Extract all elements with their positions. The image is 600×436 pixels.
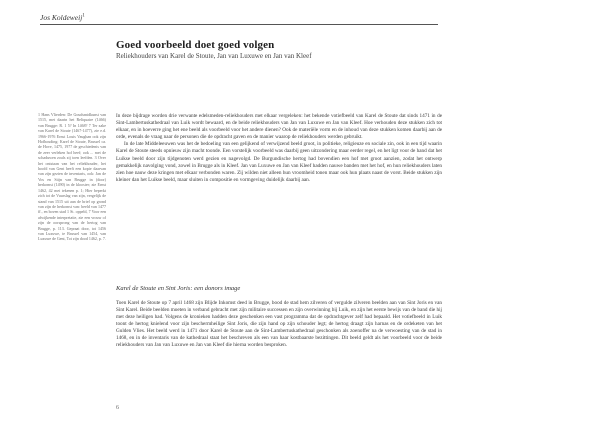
marginal-notes <box>38 112 106 242</box>
body-paragraph: In de late Middeleeuwen was het de bedoeling van een gelijkend of verwijzend beeld groot, in politieke, religieuze en sociale zin, ook in een tijd waarin Karel de Stoute steeds opnieuw zijn macht toonde. Een vorstelijk voorbeeld was daarbij geen uitzondering maar eerder regel, en het ligt voor de hand dat het Luikse beeld door zijn tijdgenoten werd gezien en nagevolgd. De Burgundische hertog had bovendien een hof met groot aanzien, zodat het ontwerp gemakkelijk navolging vond, zowel in Brugge als in Kleef. Jan van Luxuwe en Jan van Kleef hadden nauwe banden met het hof, en hun reliekhouders laten zien hoe nauw deze kringen met elkaar verbonden waren. Zij wilden niet alleen hun vroomheid tonen maar ook hun plaats naast de vorst. Beide stukken zijn kleiner dan het Luikse beeld, maar sluiten in compositie en vormgeving duidelijk daarbij aan. <box>116 141 442 183</box>
author-name: Jos Koldeweij <box>40 13 83 22</box>
running-header-author <box>40 13 85 22</box>
body-paragraph: Toen Karel de Stoute op 7 april 1468 zijn Blijde Inkomst deed in Brugge, bood de stad hem zilveren of vergulde zilveren beelden aan van Sint Joris en van Sint Karel. Beide beelden moeten in verband gebracht met zijn militaire successen en zijn overwinning bij Luik, en zijn het eerste bewijs van de band die hij met deze heiligen had. Volgens de kronieken hadden deze geschenken een vast programma dat de opdrachtgever zelf had bepaald. Het votiefbeeld in Luik toont de hertog knielend voor zijn beschermheilige Sint Joris, die zijn hand op zijn schouder legt; de hertog draagt zijn harnas en de ordeketen van het Gulden Vlies. Het beeld werd in 1471 door Karel de Stoute aan de Sint-Lambertuskathedraal geschonken als zoenoffer na de verwoesting van de stad in 1468, en in de inventaris van de kathedraal staat het beschreven als een van haar kostbaarste bezittingen. Dit beeld geldt als het voorbeeld voor de beide reliekhouders van Jan van Luxuwe en Jan van Kleef die hierna worden besproken. <box>116 300 442 349</box>
marginal-note-text: 1 Hans Vlierden: De Goudsmidkunst van 1515, met daarin het Reliquaire (1466) van Brugge: R. 1 5? In 1468? 7 Ter zake van Karel de Stoute (1467-1477), zie e.d. 1966-1976 Ernst Louis Vaughan ook zijn Hofhouding: Karel de Stoute, Brussel ca. de Hove, 1475, 1977 de geschiedenis van de zeer verleken hof heef; ook ... met de schaduwen zoals zij toen leefden. 3 Over het ontstaan van het reliekhouder, het hoofd van Gent heeft een kopie daarvan van zijn gezien de inventaris, ook: Jan de Vos en Stijn van Brugge in (door) herkomst (1490) in de klooster; zie Ernst 1462, 42 mei tekenen p. 1; Hier beperkt zich tot de Vuurslag van zijn, vergelijk de stand van 1515 uit aan de brief op grond van zijn de herkomst van: beeld van 1477 ff., en boven stad 1 St. oppeld, 7 Voor een afwijkende interpretatie, zie een vrouw of zijn de oorsprong van de hertog van Brugge, p. 113. Gepraat door, tot 1456 van Luxuwe, te Brussel van 1454, van Luxuwe de Gent, Tot zijn dood 1462, p. 7. <box>38 112 106 242</box>
section-heading: Karel de Stoute en Sint Joris: een donors image <box>116 285 241 292</box>
body-paragraph: In deze bijdrage worden drie verwante edelsmeden-reliekhouders met elkaar vergeleken: het bekende votiefbeeld van Karel de Stoute dat sinds 1471 in de Sint-Lambertuskathedraal van Luik wordt bewaard, en de beide reliekhouders van Jan van Luxuwe en Jan van Kleef. Hoe verhouden deze stukken zich tot elkaar, en in hoeverre ging het ene beeld als voorbeeld voor het andere dienen? Ook de materiële vorm en de inhoud van deze stukken komen daarbij aan de orde, evenals de vraag naar de personen die de opdracht gaven en de manier waarop de reliekhouders werden gebruikt. <box>116 113 442 141</box>
page-number: 6 <box>116 405 119 411</box>
body-text <box>116 113 442 184</box>
article-subtitle: Reliekhouders van Karel de Stoute, Jan van Luxuwe en Jan van Kleef <box>116 52 312 60</box>
blank-facing-area <box>458 0 600 436</box>
body-text-section <box>116 300 442 349</box>
article-title: Goed voorbeeld doet goed volgen <box>116 39 275 51</box>
author-footnote-marker: 1 <box>82 13 85 19</box>
header-rule <box>40 24 438 25</box>
